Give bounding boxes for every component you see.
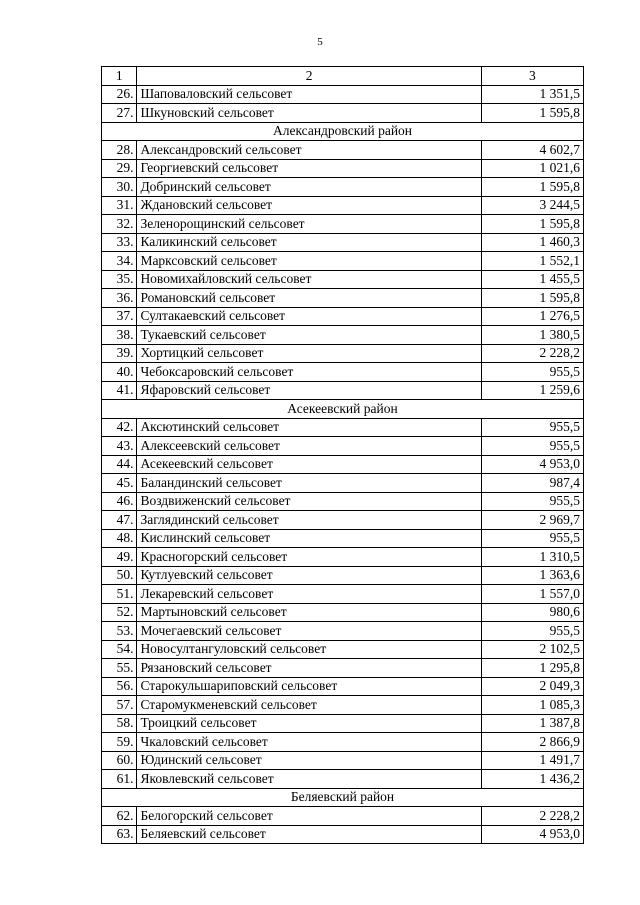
allocation-value: 1 021,6 bbox=[481, 159, 583, 178]
settlement-name: Хортицкий сельсовет bbox=[137, 344, 481, 363]
table-row bbox=[102, 566, 584, 585]
table-row bbox=[102, 640, 584, 659]
row-number: 39. bbox=[102, 344, 137, 363]
settlement-name: Лекаревский сельсовет bbox=[137, 585, 481, 604]
allocation-value: 1 552,1 bbox=[481, 252, 583, 271]
allocation-value: 1 460,3 bbox=[481, 233, 583, 252]
table-row bbox=[102, 307, 584, 326]
table-row bbox=[102, 622, 584, 641]
district-title: Асекеевский район bbox=[102, 400, 584, 419]
allocation-value: 1 295,8 bbox=[481, 659, 583, 678]
settlement-name: Марксовский сельсовет bbox=[137, 252, 481, 271]
allocation-value: 1 259,6 bbox=[481, 381, 583, 400]
column-header-number: 1 bbox=[102, 67, 137, 86]
allocation-value: 1 387,8 bbox=[481, 714, 583, 733]
table-row bbox=[102, 381, 584, 400]
table-row bbox=[102, 492, 584, 511]
table-row bbox=[102, 418, 584, 437]
table-row bbox=[102, 159, 584, 178]
table-row bbox=[102, 363, 584, 382]
row-number: 55. bbox=[102, 659, 137, 678]
row-number: 57. bbox=[102, 696, 137, 715]
allocation-table bbox=[101, 66, 584, 844]
row-number: 44. bbox=[102, 455, 137, 474]
allocation-value: 1 557,0 bbox=[481, 585, 583, 604]
table-row bbox=[102, 326, 584, 345]
row-number: 50. bbox=[102, 566, 137, 585]
table-row bbox=[102, 807, 584, 826]
allocation-value: 4 953,0 bbox=[481, 825, 583, 844]
row-number: 60. bbox=[102, 751, 137, 770]
allocation-value: 1 380,5 bbox=[481, 326, 583, 345]
table-row bbox=[102, 455, 584, 474]
table-row bbox=[102, 289, 584, 308]
allocation-value: 955,5 bbox=[481, 529, 583, 548]
table-row bbox=[102, 215, 584, 234]
settlement-name: Шаповаловский сельсовет bbox=[137, 85, 481, 104]
allocation-value: 955,5 bbox=[481, 363, 583, 382]
allocation-value: 2 228,2 bbox=[481, 807, 583, 826]
table-row bbox=[102, 696, 584, 715]
settlement-name: Алексеевский сельсовет bbox=[137, 437, 481, 456]
settlement-name: Асекеевский сельсовет bbox=[137, 455, 481, 474]
table-row bbox=[102, 770, 584, 789]
allocation-value: 987,4 bbox=[481, 474, 583, 493]
allocation-value: 3 244,5 bbox=[481, 196, 583, 215]
table-row bbox=[102, 270, 584, 289]
table-header-row bbox=[102, 67, 584, 86]
allocation-value: 1 491,7 bbox=[481, 751, 583, 770]
settlement-name: Чебоксаровский сельсовет bbox=[137, 363, 481, 382]
table-row bbox=[102, 677, 584, 696]
settlement-name: Юдинский сельсовет bbox=[137, 751, 481, 770]
allocation-value: 2 969,7 bbox=[481, 511, 583, 530]
settlement-name: Яфаровский сельсовет bbox=[137, 381, 481, 400]
settlement-name: Мартыновский сельсовет bbox=[137, 603, 481, 622]
settlement-name: Заглядинский сельсовет bbox=[137, 511, 481, 530]
row-number: 27. bbox=[102, 104, 137, 123]
row-number: 56. bbox=[102, 677, 137, 696]
row-number: 53. bbox=[102, 622, 137, 641]
row-number: 37. bbox=[102, 307, 137, 326]
row-number: 48. bbox=[102, 529, 137, 548]
table-row bbox=[102, 733, 584, 752]
row-number: 49. bbox=[102, 548, 137, 567]
row-number: 54. bbox=[102, 640, 137, 659]
column-header-name: 2 bbox=[137, 67, 481, 86]
allocation-value: 1 595,8 bbox=[481, 289, 583, 308]
settlement-name: Новомихайловский сельсовет bbox=[137, 270, 481, 289]
row-number: 30. bbox=[102, 178, 137, 197]
table-row bbox=[102, 825, 584, 844]
table-row bbox=[102, 252, 584, 271]
table-row bbox=[102, 178, 584, 197]
row-number: 59. bbox=[102, 733, 137, 752]
allocation-value: 4 602,7 bbox=[481, 141, 583, 160]
row-number: 52. bbox=[102, 603, 137, 622]
row-number: 41. bbox=[102, 381, 137, 400]
row-number: 46. bbox=[102, 492, 137, 511]
district-title: Александровский район bbox=[102, 122, 584, 141]
row-number: 32. bbox=[102, 215, 137, 234]
allocation-value: 1 595,8 bbox=[481, 178, 583, 197]
row-number: 26. bbox=[102, 85, 137, 104]
settlement-name: Александровский сельсовет bbox=[137, 141, 481, 160]
row-number: 40. bbox=[102, 363, 137, 382]
row-number: 45. bbox=[102, 474, 137, 493]
settlement-name: Каликинский сельсовет bbox=[137, 233, 481, 252]
table-row bbox=[102, 196, 584, 215]
table-row bbox=[102, 511, 584, 530]
settlement-name: Баландинский сельсовет bbox=[137, 474, 481, 493]
settlement-name: Старомукменевский сельсовет bbox=[137, 696, 481, 715]
settlement-name: Шкуновский сельсовет bbox=[137, 104, 481, 123]
row-number: 61. bbox=[102, 770, 137, 789]
allocation-value: 4 953,0 bbox=[481, 455, 583, 474]
table-row bbox=[102, 548, 584, 567]
allocation-value: 1 595,8 bbox=[481, 104, 583, 123]
row-number: 51. bbox=[102, 585, 137, 604]
settlement-name: Кутлуевский сельсовет bbox=[137, 566, 481, 585]
row-number: 62. bbox=[102, 807, 137, 826]
district-title: Беляевский район bbox=[102, 788, 584, 807]
table-row bbox=[102, 141, 584, 160]
allocation-value: 1 436,2 bbox=[481, 770, 583, 789]
allocation-value: 1 310,5 bbox=[481, 548, 583, 567]
column-header-value: 3 bbox=[481, 67, 583, 86]
settlement-name: Красногорский сельсовет bbox=[137, 548, 481, 567]
allocation-value: 1 276,5 bbox=[481, 307, 583, 326]
settlement-name: Троицкий сельсовет bbox=[137, 714, 481, 733]
table-row bbox=[102, 659, 584, 678]
settlement-name: Тукаевский сельсовет bbox=[137, 326, 481, 345]
table-row bbox=[102, 85, 584, 104]
allocation-value: 1 363,6 bbox=[481, 566, 583, 585]
settlement-name: Рязановский сельсовет bbox=[137, 659, 481, 678]
allocation-value: 1 351,5 bbox=[481, 85, 583, 104]
row-number: 29. bbox=[102, 159, 137, 178]
row-number: 34. bbox=[102, 252, 137, 271]
settlement-name: Новосултангуловский сельсовет bbox=[137, 640, 481, 659]
allocation-value: 955,5 bbox=[481, 418, 583, 437]
allocation-value: 1 595,8 bbox=[481, 215, 583, 234]
settlement-name: Кислинский сельсовет bbox=[137, 529, 481, 548]
allocation-value: 980,6 bbox=[481, 603, 583, 622]
settlement-name: Романовский сельсовет bbox=[137, 289, 481, 308]
table-body bbox=[102, 67, 584, 844]
settlement-name: Воздвиженский сельсовет bbox=[137, 492, 481, 511]
table-row bbox=[102, 344, 584, 363]
row-number: 36. bbox=[102, 289, 137, 308]
settlement-name: Старокульшариповский сельсовет bbox=[137, 677, 481, 696]
allocation-value: 1 455,5 bbox=[481, 270, 583, 289]
allocation-value: 1 085,3 bbox=[481, 696, 583, 715]
allocation-value: 2 049,3 bbox=[481, 677, 583, 696]
row-number: 43. bbox=[102, 437, 137, 456]
row-number: 47. bbox=[102, 511, 137, 530]
row-number: 28. bbox=[102, 141, 137, 160]
district-section-row bbox=[102, 400, 584, 419]
table-row bbox=[102, 474, 584, 493]
allocation-value: 955,5 bbox=[481, 622, 583, 641]
settlement-name: Зеленорощинский сельсовет bbox=[137, 215, 481, 234]
allocation-value: 955,5 bbox=[481, 492, 583, 511]
table-row bbox=[102, 437, 584, 456]
row-number: 33. bbox=[102, 233, 137, 252]
table-row bbox=[102, 529, 584, 548]
allocation-value: 2 102,5 bbox=[481, 640, 583, 659]
row-number: 31. bbox=[102, 196, 137, 215]
row-number: 42. bbox=[102, 418, 137, 437]
row-number: 63. bbox=[102, 825, 137, 844]
settlement-name: Ждановский сельсовет bbox=[137, 196, 481, 215]
allocation-value: 955,5 bbox=[481, 437, 583, 456]
row-number: 58. bbox=[102, 714, 137, 733]
table-row bbox=[102, 751, 584, 770]
settlement-name: Чкаловский сельсовет bbox=[137, 733, 481, 752]
row-number: 35. bbox=[102, 270, 137, 289]
settlement-name: Беляевский сельсовет bbox=[137, 825, 481, 844]
settlement-name: Яковлевский сельсовет bbox=[137, 770, 481, 789]
allocation-value: 2 866,9 bbox=[481, 733, 583, 752]
row-number: 38. bbox=[102, 326, 137, 345]
table-row bbox=[102, 585, 584, 604]
table-row bbox=[102, 104, 584, 123]
allocation-value: 2 228,2 bbox=[481, 344, 583, 363]
settlement-name: Добринский сельсовет bbox=[137, 178, 481, 197]
page-number: 5 bbox=[317, 36, 323, 48]
table-row bbox=[102, 714, 584, 733]
settlement-name: Георгиевский сельсовет bbox=[137, 159, 481, 178]
district-section-row bbox=[102, 788, 584, 807]
district-section-row bbox=[102, 122, 584, 141]
settlement-name: Белогорский сельсовет bbox=[137, 807, 481, 826]
table-row bbox=[102, 233, 584, 252]
settlement-name: Султакаевский сельсовет bbox=[137, 307, 481, 326]
table-row bbox=[102, 603, 584, 622]
settlement-name: Мочегаевский сельсовет bbox=[137, 622, 481, 641]
settlement-name: Аксютинский сельсовет bbox=[137, 418, 481, 437]
